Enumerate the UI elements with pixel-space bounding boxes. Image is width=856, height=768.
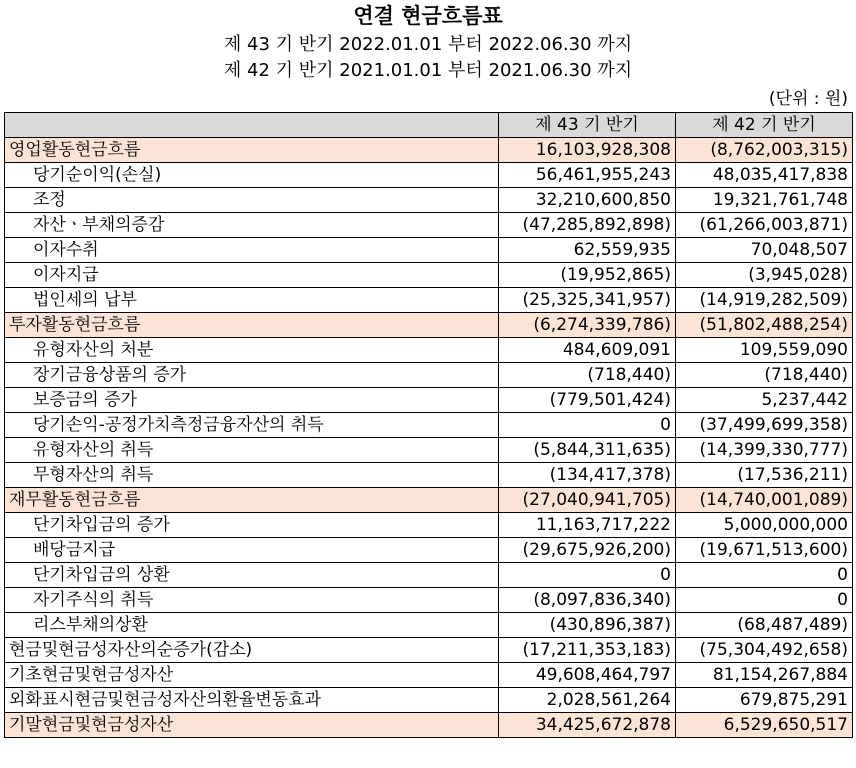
table-row (5, 263, 853, 288)
current-period-value: (8,097,836,340) (499, 588, 676, 613)
row-label: 이자지급 (5, 263, 499, 288)
prior-period-value: 81,154,267,884 (676, 663, 853, 688)
table-row (5, 638, 853, 663)
table-row (5, 513, 853, 538)
table-row (5, 163, 853, 188)
row-label: 영업활동현금흐름 (5, 138, 499, 163)
table-row (5, 663, 853, 688)
table-row (5, 563, 853, 588)
table-row (5, 413, 853, 438)
prior-period-value: 0 (676, 588, 853, 613)
table-row (5, 538, 853, 563)
table-row (5, 213, 853, 238)
row-label: 법인세의 납부 (5, 288, 499, 313)
row-label: 장기금융상품의 증가 (5, 363, 499, 388)
table-row (5, 588, 853, 613)
current-period-value: 11,163,717,222 (499, 513, 676, 538)
current-period-value: (47,285,892,898) (499, 213, 676, 238)
row-label: 배당금지급 (5, 538, 499, 563)
prior-period-value: (68,487,489) (676, 613, 853, 638)
table-row (5, 338, 853, 363)
row-label: 보증금의 증가 (5, 388, 499, 413)
current-period-value: (430,896,387) (499, 613, 676, 638)
table-row (5, 138, 853, 163)
prior-period-value: (19,671,513,600) (676, 538, 853, 563)
table-row (5, 613, 853, 638)
prior-period-value: (14,740,001,089) (676, 488, 853, 513)
prior-period-value: (51,802,488,254) (676, 313, 853, 338)
row-label: 기말현금및현금성자산 (5, 713, 499, 738)
current-period-value: (27,040,941,705) (499, 488, 676, 513)
table-row (5, 388, 853, 413)
current-period-value: 484,609,091 (499, 338, 676, 363)
period-current: 제 43 기 반기 2022.01.01 부터 2022.06.30 까지 (223, 34, 633, 55)
prior-period-value: (14,919,282,509) (676, 288, 853, 313)
row-label: 외화표시현금및현금성자산의환율변동효과 (5, 688, 499, 713)
current-period-value: 0 (499, 413, 676, 438)
prior-period-value: (718,440) (676, 363, 853, 388)
unit-label: (단위 : 원) (768, 89, 848, 109)
table-row (5, 188, 853, 213)
row-label: 조정 (5, 188, 499, 213)
current-period-value: 56,461,955,243 (499, 163, 676, 188)
header-prior-period: 제 42 기 반기 (676, 113, 853, 138)
row-label: 현금및현금성자산의순증가(감소) (5, 638, 499, 663)
table-row (5, 288, 853, 313)
table-row (5, 238, 853, 263)
current-period-value: (134,417,378) (499, 463, 676, 488)
table-body (5, 138, 853, 738)
table-row (5, 713, 853, 738)
prior-period-value: 679,875,291 (676, 688, 853, 713)
row-label: 단기차입금의 상환 (5, 563, 499, 588)
prior-period-value: (14,399,330,777) (676, 438, 853, 463)
prior-period-value: (61,266,003,871) (676, 213, 853, 238)
prior-period-value: 5,237,442 (676, 388, 853, 413)
current-period-value: 62,559,935 (499, 238, 676, 263)
table-row (5, 463, 853, 488)
row-label: 유형자산의 처분 (5, 338, 499, 363)
prior-period-value: 48,035,417,838 (676, 163, 853, 188)
prior-period-value: 0 (676, 563, 853, 588)
current-period-value: 34,425,672,878 (499, 713, 676, 738)
current-period-value: 0 (499, 563, 676, 588)
prior-period-value: (3,945,028) (676, 263, 853, 288)
prior-period-value: (37,499,699,358) (676, 413, 853, 438)
row-label: 이자수취 (5, 238, 499, 263)
row-label: 단기차입금의 증가 (5, 513, 499, 538)
prior-period-value: 19,321,761,748 (676, 188, 853, 213)
current-period-value: 32,210,600,850 (499, 188, 676, 213)
row-label: 유형자산의 취득 (5, 438, 499, 463)
current-period-value: (17,211,353,183) (499, 638, 676, 663)
table-header-row (5, 113, 853, 138)
current-period-value: 2,028,561,264 (499, 688, 676, 713)
prior-period-value: (17,536,211) (676, 463, 853, 488)
prior-period-value: 6,529,650,517 (676, 713, 853, 738)
period-prior: 제 42 기 반기 2021.01.01 부터 2021.06.30 까지 (223, 60, 633, 81)
cash-flow-table (4, 112, 853, 738)
row-label: 투자활동현금흐름 (5, 313, 499, 338)
row-label: 리스부채의상환 (5, 613, 499, 638)
table-row (5, 488, 853, 513)
current-period-value: (779,501,424) (499, 388, 676, 413)
table-row (5, 363, 853, 388)
current-period-value: 16,103,928,308 (499, 138, 676, 163)
table-row (5, 688, 853, 713)
table-row (5, 438, 853, 463)
statement-title: 연결 현금흐름표 (353, 4, 503, 28)
current-period-value: (718,440) (499, 363, 676, 388)
row-label: 자기주식의 취득 (5, 588, 499, 613)
table-row (5, 313, 853, 338)
prior-period-value: 70,048,507 (676, 238, 853, 263)
prior-period-value: 5,000,000,000 (676, 513, 853, 538)
current-period-value: (5,844,311,635) (499, 438, 676, 463)
row-label: 당기손익-공정가치측정금융자산의 취득 (5, 413, 499, 438)
row-label: 재무활동현금흐름 (5, 488, 499, 513)
row-label: 자산ㆍ부채의증감 (5, 213, 499, 238)
row-label: 기초현금및현금성자산 (5, 663, 499, 688)
prior-period-value: (75,304,492,658) (676, 638, 853, 663)
header-current-period: 제 43 기 반기 (499, 113, 676, 138)
prior-period-value: 109,559,090 (676, 338, 853, 363)
current-period-value: (6,274,339,786) (499, 313, 676, 338)
current-period-value: (25,325,341,957) (499, 288, 676, 313)
current-period-value: 49,608,464,797 (499, 663, 676, 688)
row-label: 무형자산의 취득 (5, 463, 499, 488)
row-label: 당기순이익(손실) (5, 163, 499, 188)
current-period-value: (19,952,865) (499, 263, 676, 288)
current-period-value: (29,675,926,200) (499, 538, 676, 563)
prior-period-value: (8,762,003,315) (676, 138, 853, 163)
header-label-cell (5, 113, 499, 138)
